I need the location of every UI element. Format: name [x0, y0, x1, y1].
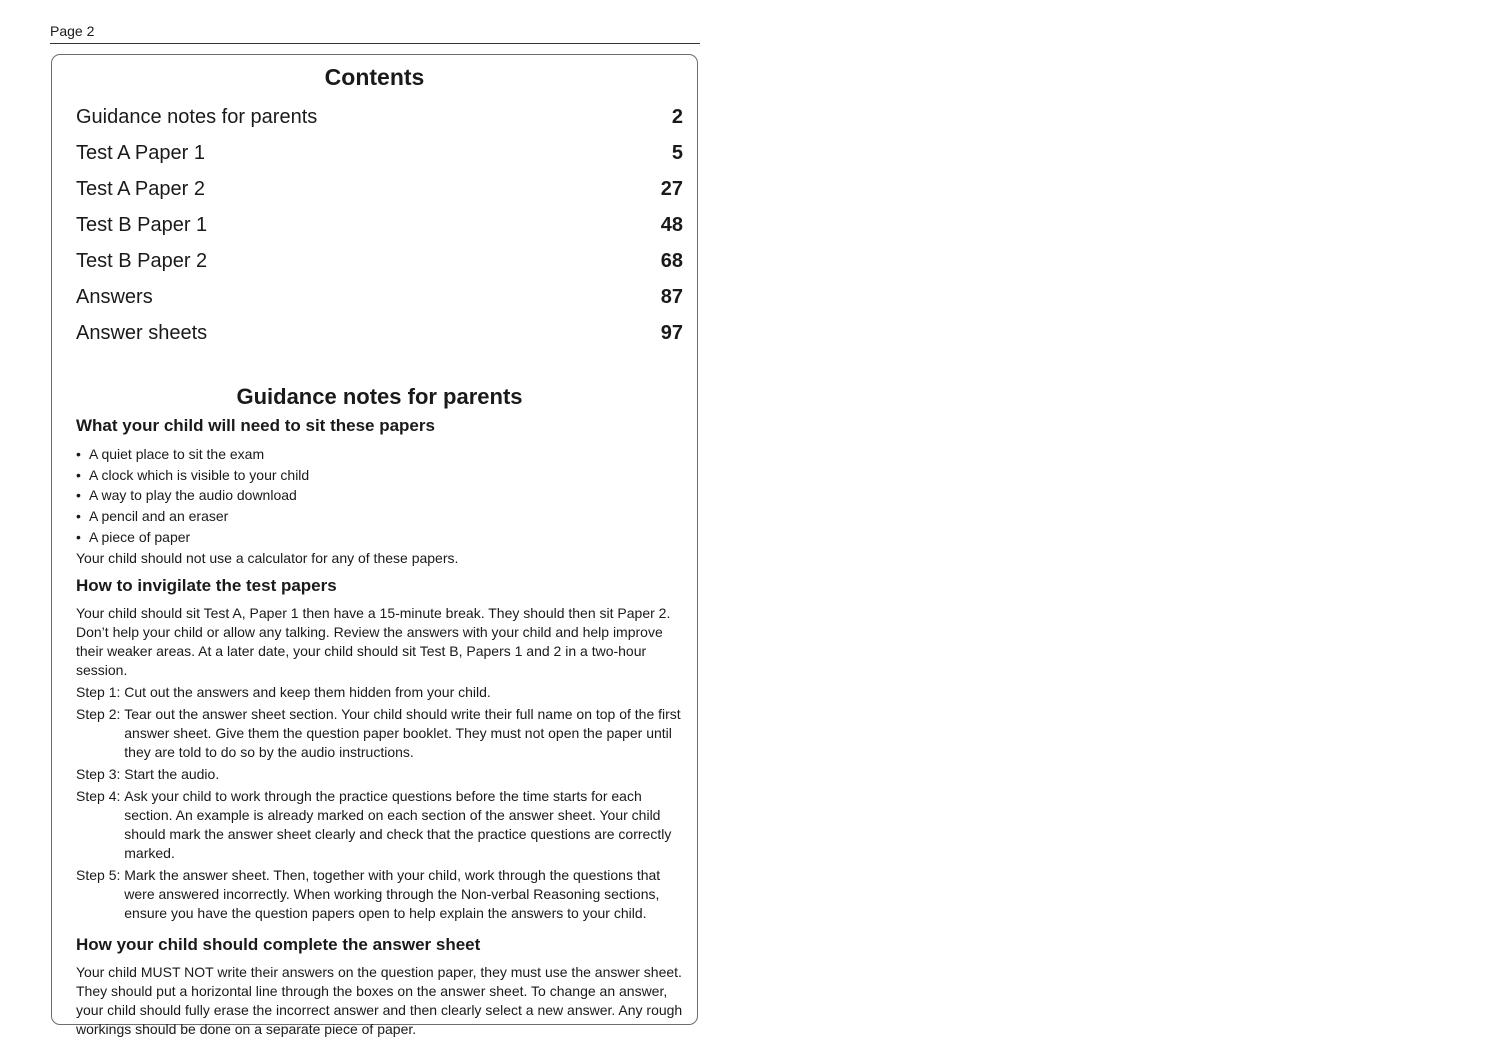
- bullet-icon: •: [76, 508, 81, 525]
- invigilate-intro: Your child should sit Test A, Paper 1 then have a 15-minute break. They should then sit Paper 2. Don’t help your child or allow any talking. Review the answers with your child and help improve their weaker areas. At a later date, your child should sit Test B, Papers 1 and 2 in a two-hour session.: [76, 604, 671, 678]
- step-text: Tear out the answer sheet section. Your child should write their full name on top of the first answer sheet. Give them the question paper booklet. They must not open the paper until they are told to do so by the audio instructions.: [124, 705, 681, 760]
- contents-list: [76, 106, 683, 358]
- step-item: [76, 866, 691, 923]
- complete-heading: How your child should complete the answer sheet: [76, 934, 481, 954]
- toc-item-title: Test B Paper 2: [76, 250, 208, 272]
- header-rule: [50, 43, 700, 44]
- list-item-text: A piece of paper: [89, 528, 191, 545]
- toc-item-page: 27: [660, 178, 683, 200]
- bullet-icon: •: [76, 466, 81, 483]
- toc-item: [76, 214, 683, 250]
- need-list: [76, 444, 691, 548]
- step-item: [76, 765, 691, 784]
- step-text: Start the audio.: [124, 765, 220, 782]
- toc-item: [76, 106, 683, 142]
- list-item-text: A quiet place to sit the exam: [89, 446, 265, 462]
- need-heading: What your child will need to sit these papers: [76, 416, 435, 435]
- toc-item: [76, 286, 683, 322]
- invigilate-heading: How to invigilate the test papers: [76, 575, 337, 595]
- toc-item-title: Answers: [76, 286, 153, 308]
- toc-item-page: 68: [660, 250, 683, 272]
- toc-item-title: Answer sheets: [76, 322, 208, 344]
- toc-item: [76, 142, 683, 178]
- list-item: [76, 465, 691, 486]
- toc-item-page: 2: [671, 106, 683, 128]
- step-label: Step 2:: [76, 705, 125, 722]
- toc-item: [76, 322, 683, 358]
- toc-item: [76, 178, 683, 214]
- list-item-text: A way to play the audio download: [89, 487, 297, 504]
- bullet-icon: •: [76, 528, 81, 545]
- step-label: Step 4:: [76, 787, 125, 804]
- step-item: [76, 683, 691, 702]
- list-item-text: A clock which is visible to your child: [89, 466, 310, 483]
- toc-item-page: 87: [660, 286, 683, 308]
- bullet-icon: •: [76, 487, 81, 504]
- step-item: [76, 787, 691, 863]
- step-label: Step 5:: [76, 866, 125, 883]
- toc-item-page: 97: [660, 322, 683, 344]
- complete-text: Your child MUST NOT write their answers on the question paper, they must use the answer sheet. They should put a horizontal line through the boxes on the answer sheet. To change an answer, your child should fully erase the incorrect answer and then clearly select a new answer. Any rough workings should be done on a separate piece of paper.: [76, 963, 683, 1037]
- step-text: Cut out the answers and keep them hidden from your child.: [124, 683, 491, 700]
- list-item: [76, 485, 691, 506]
- step-text: Ask your child to work through the practice questions before the time starts for each section. An example is already marked on each section of the answer sheet. Your child should mark the answer sheet clearly and check that the practice questions are correctly marked.: [124, 787, 672, 861]
- contents-title: Contents: [324, 64, 425, 90]
- toc-item-title: Guidance notes for parents: [76, 106, 318, 128]
- list-item: [76, 527, 691, 548]
- step-label: Step 1:: [76, 683, 125, 700]
- step-label: Step 3:: [76, 765, 125, 782]
- toc-item: [76, 250, 683, 286]
- guidance-section: [76, 384, 691, 1039]
- list-item-text: A pencil and an eraser: [89, 508, 229, 525]
- toc-item-title: Test A Paper 1: [76, 142, 205, 164]
- bullet-icon: •: [76, 446, 81, 462]
- calculator-note: Your child should not use a calculator for any of these papers.: [76, 549, 459, 566]
- step-item: [76, 705, 691, 762]
- list-item: [76, 506, 691, 527]
- step-text: Mark the answer sheet. Then, together with your child, work through the questions that were answered incorrectly. When working through the Non-verbal Reasoning sections, ensure you have the question papers open to help explain the answers to your child.: [124, 866, 661, 921]
- list-item: [76, 444, 691, 465]
- page-number-label: Page 2: [50, 23, 95, 39]
- toc-item-title: Test A Paper 2: [76, 178, 205, 200]
- toc-item-page: 5: [671, 142, 683, 164]
- guidance-title: Guidance notes for parents: [236, 384, 523, 409]
- toc-item-page: 48: [660, 214, 683, 236]
- toc-item-title: Test B Paper 1: [76, 214, 208, 236]
